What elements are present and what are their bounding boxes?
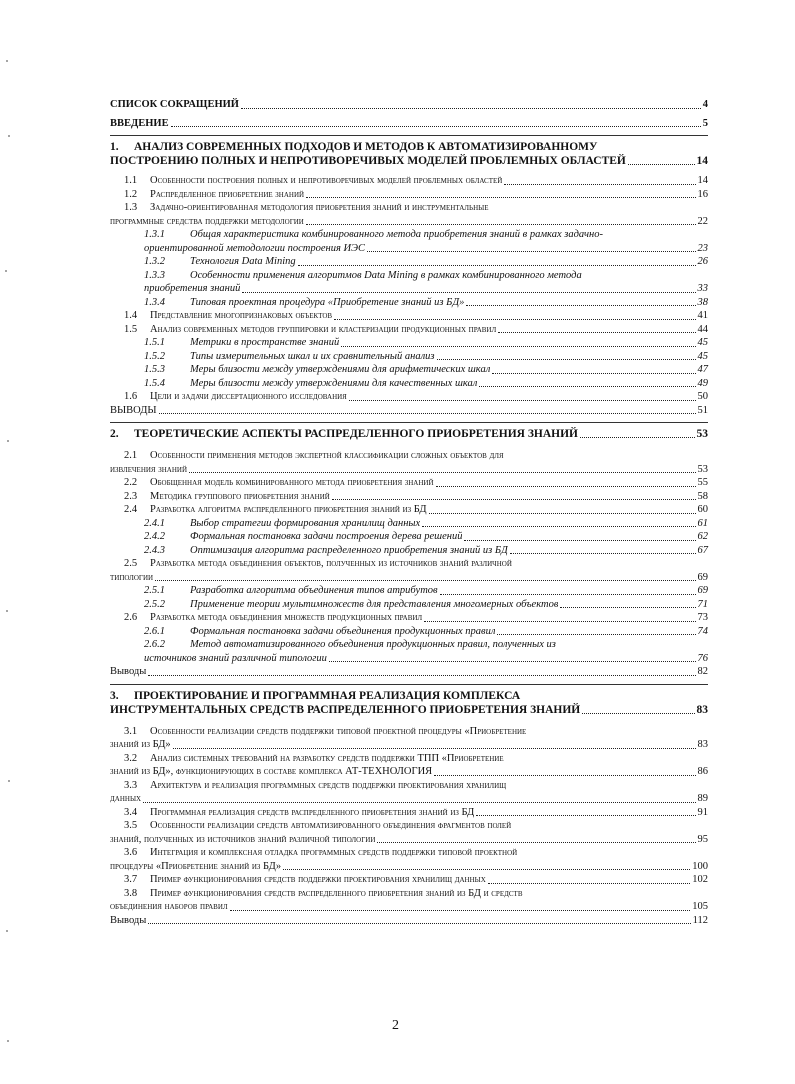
entry-page: 60 [697,504,708,515]
entry-page: 69 [697,571,708,583]
entry-title: Задачно-ориентированная методология приобретения знаний и инструментальные [150,202,489,213]
entry-title: Разработка алгоритма объединения типов атрибутов [190,585,438,596]
toc-entry[interactable] [110,625,708,639]
entry-title: программные средства поддержки методологии [110,215,304,227]
entry-title: Особенности реализации средств автоматизированного объединения фрагментов полей [150,820,512,831]
entry-title: Формальная постановка задачи объединения продукционных правил [190,625,496,637]
entry-title: ориентированной методологии построения ИЭС [144,242,365,254]
entry-page: 38 [697,296,708,308]
toc-entry[interactable] [110,725,708,752]
toc-entry[interactable] [110,309,708,323]
entry-page: 45 [697,337,708,348]
entry-page: 26 [697,256,708,267]
entry-page: 55 [697,477,708,488]
entry-title: процедуры «Приобретение знаний из БД» [110,860,282,872]
entry-number: 3.2 [124,752,138,764]
entry-title: Анализ системных требований на разработку средств поддержки ТПП «Приобретение [150,752,504,764]
entry-number: 3.4 [124,806,138,818]
entry-page: 62 [697,531,708,542]
toc-entry[interactable] [110,887,708,914]
toc-entry[interactable] [110,752,708,779]
toc-entry[interactable] [110,806,708,820]
entry-title: Формальная постановка задачи построения дерева решений [190,531,463,542]
entry-number: 2.2 [124,477,138,488]
entry-title: знаний из БД» [110,739,171,750]
entry-title: Распределенное приобретение знаний [150,188,305,200]
entry-title: Меры близости между утверждениями для арифметических шкал [190,364,491,375]
entry-number: 3.7 [124,874,138,885]
entry-page: 89 [697,793,708,804]
entry-title: Интеграция и комплексная отладка программных средств поддержки типовой проектной [150,847,518,858]
entry-page: 41 [697,310,708,321]
entry-title: Особенности построения полных и непротиворечивых моделей проблемных областей [150,175,503,186]
entry-number: 2.5 [124,558,138,569]
chapter-2-items [110,449,708,665]
toc-entry[interactable] [110,611,708,625]
page-number: 2 [392,1018,399,1033]
entry-title: Оптимизация алгоритма распределенного приобретения знаний из БД [190,544,508,556]
entry-title: извлечения знаний [110,463,187,475]
chapter-2-heading[interactable]: 2. ТЕОРЕТИЧЕСКИЕ АСПЕКТЫ РАСПРЕДЕЛЕННОГО ПРИОБРЕТЕНИЯ ЗНАНИЙ 53 [110,428,708,440]
entry-number: 2.4.2 [144,531,165,542]
toc-abbreviations[interactable]: СПИСОК СОКРАЩЕНИЙ 4 [110,99,708,110]
entry-title: Выбор стратегии формирования хранилищ данных [190,517,421,529]
entry-title: Обобщенная модель комбинированного метода приобретения знаний [150,477,434,488]
chapter-1-summary[interactable]: ВЫВОДЫ 51 [110,404,708,416]
toc-entry[interactable] [110,188,708,202]
entry-title: Технология Data Mining [190,256,296,267]
entry-title: Метрики в пространстве знаний [190,337,340,348]
entry-page: 53 [697,463,708,475]
entry-title: Анализ современных методов группировки и кластеризации продукционных правил [150,323,497,335]
entry-number: 1.5.3 [144,364,165,375]
entry-page: 91 [697,806,708,818]
divider [110,684,708,685]
entry-title: Разработка алгоритма распределенного приобретения знаний из БД [150,504,427,515]
entry-title: знаний, полученных из источников знаний различной типологии [110,833,376,845]
entry-page: 102 [692,874,708,885]
toc-entry[interactable] [110,255,708,269]
toc-entry[interactable] [110,557,708,584]
entry-page: 45 [697,350,708,362]
entry-number: 1.5.4 [144,377,165,389]
toc-entry[interactable] [110,377,708,391]
entry-title: Типы измерительных шкал и их сравнительный анализ [190,350,435,362]
entry-page: 105 [692,901,708,912]
entry-number: 2.4.1 [144,517,165,529]
toc-entry[interactable] [110,269,708,296]
entry-number: 2.5.1 [144,585,165,596]
table-of-contents [110,98,708,927]
toc-entry[interactable] [110,336,708,350]
entry-title: источников знаний различной типологии [144,652,327,664]
entry-number: 2.6.1 [144,625,165,637]
entry-page: 23 [697,242,708,254]
chapter-1-items [110,174,708,404]
entry-number: 2.3 [124,490,138,502]
entry-title: Разработка метода объединения множеств продукционных правил [150,612,423,623]
entry-page: 50 [697,391,708,402]
entry-page: 83 [697,739,708,750]
toc-entry[interactable] [110,201,708,228]
entry-title: Особенности применения методов экспертной классификации сложных объектов для [150,450,504,461]
entry-number: 3.6 [124,847,138,858]
entry-page: 14 [697,175,708,186]
toc-entry[interactable] [110,544,708,558]
entry-number: 1.3.1 [144,229,165,240]
entry-page: 100 [692,860,708,872]
toc-entry[interactable] [110,503,708,517]
entry-title: Архитектура и реализация программных средств поддержки проектирования хранилищ [150,779,507,791]
entry-number: 3.3 [124,779,138,791]
toc-entry[interactable] [110,517,708,531]
entry-number: 2.1 [124,450,138,461]
entry-page: 49 [697,377,708,389]
toc-entry[interactable] [110,598,708,612]
entry-title: типологии [110,571,154,583]
toc-entry[interactable] [110,390,708,404]
entry-number: 2.6.2 [144,639,165,650]
entry-title: Меры близости между утверждениями для качественных шкал [190,377,478,389]
entry-page: 71 [697,598,708,610]
entry-number: 3.8 [124,887,138,899]
entry-number: 1.3.2 [144,256,165,267]
entry-page: 73 [697,612,708,623]
entry-title: Программная реализация средств распределенного приобретения знаний из БД [150,806,475,818]
entry-number: 1.3.3 [144,269,165,281]
entry-number: 1.3.4 [144,296,165,308]
entry-page: 74 [697,625,708,637]
toc-entry[interactable] [110,530,708,544]
entry-number: 3.1 [124,725,138,737]
entry-number: 1.5.2 [144,350,165,362]
entry-number: 1.6 [124,391,138,402]
entry-page: 33 [697,283,708,294]
toc-entry[interactable] [110,846,708,873]
chapter-3-items [110,725,708,914]
entry-title: Методика группового приобретения знаний [150,490,330,502]
entry-page: 95 [697,833,708,845]
entry-title: Разработка метода объединения объектов, полученных из источников знаний различной [150,558,512,569]
entry-number: 1.5.1 [144,337,165,348]
toc-entry[interactable] [110,350,708,364]
toc-entry[interactable] [110,584,708,598]
entry-page: 61 [697,517,708,529]
entry-page: 76 [697,652,708,664]
entry-number: 2.4.3 [144,544,165,556]
chapter-2-summary[interactable]: Выводы 82 [110,666,708,677]
entry-number: 2.4 [124,504,138,515]
toc-entry[interactable] [110,174,708,188]
toc-entry[interactable] [110,323,708,337]
entry-page: 58 [697,490,708,502]
entry-title: Типовая проектная процедура «Приобретение знаний из БД» [190,296,465,308]
entry-page: 47 [697,364,708,375]
entry-page: 44 [697,323,708,335]
entry-title: Общая характеристика комбинированного метода приобретения знаний в рамках задачно- [190,229,603,240]
entry-page: 16 [697,188,708,200]
entry-number: 3.5 [124,820,138,831]
entry-title: Применение теории мультимножеств для представления многомерных объектов [190,598,559,610]
entry-title: Цели и задачи диссертационного исследования [150,391,347,402]
entry-title: Метод автоматизированного объединения продукционных правил, полученных из [190,639,556,650]
entry-page: 22 [697,215,708,227]
entry-number: 1.4 [124,310,138,321]
toc-introduction[interactable]: ВВЕДЕНИЕ 5 [110,117,708,129]
toc-entry[interactable] [110,476,708,490]
toc-entry[interactable] [110,363,708,377]
entry-title: Пример функционирования средств распределенного приобретения знаний из БД и средств [150,887,523,899]
divider [110,135,708,136]
entry-number: 1.5 [124,323,138,335]
entry-number: 1.3 [124,202,138,213]
entry-number: 2.5.2 [144,598,165,610]
entry-page: 69 [697,585,708,596]
divider [110,422,708,423]
toc-entry[interactable] [110,449,708,476]
entry-title: Особенности реализации средств поддержки типовой проектной процедуры «Приобретение [150,725,527,737]
toc-entry[interactable] [110,779,708,806]
entry-title: Пример функционирования средств поддержки проектирования хранилищ данных [150,874,486,885]
entry-title: Особенности применения алгоритмов Data Mining в рамках комбинированного метода [190,269,582,281]
entry-title: объединения наборов правил [110,901,228,912]
entry-title: знаний из БД», функционирующих в составе комплекса АТ-ТЕХНОЛОГИЯ [110,766,433,777]
toc-entry[interactable] [110,819,708,846]
entry-title: Представление многопризнаковых объектов [150,310,333,321]
entry-number: 1.1 [124,175,138,186]
toc-entry[interactable] [110,638,708,665]
toc-entry[interactable] [110,873,708,887]
entry-page: 86 [697,766,708,777]
chapter-3-heading[interactable]: 3. ПРОЕКТИРОВАНИЕ И ПРОГРАММНАЯ РЕАЛИЗАЦИЯ КОМПЛЕКСА ИНСТРУМЕНТАЛЬНЫХ СРЕДСТВ РАСПРЕДЕЛЕННОГО ПРИОБРЕТЕНИЯ ЗНАНИЙ 83 [110,689,708,716]
entry-number: 2.6 [124,612,138,623]
entry-title: данных [110,793,142,804]
toc-entry[interactable] [110,490,708,504]
entry-number: 1.2 [124,188,138,200]
entry-page: 67 [697,544,708,556]
entry-title: приобретения знаний [144,283,241,294]
toc-entry[interactable] [110,228,708,255]
toc-entry[interactable] [110,296,708,310]
chapter-1-heading[interactable]: 1. АНАЛИЗ СОВРЕМЕННЫХ ПОДХОДОВ И МЕТОДОВ К АВТОМАТИЗИРОВАННОМУ ПОСТРОЕНИЮ ПОЛНЫХ И НЕПРОТИВОРЕЧИВЫХ МОДЕЛЕЙ ПРОБЛЕМНЫХ ОБЛАСТЕЙ 14 [110,141,708,167]
chapter-3-summary[interactable]: Выводы 112 [110,914,708,926]
